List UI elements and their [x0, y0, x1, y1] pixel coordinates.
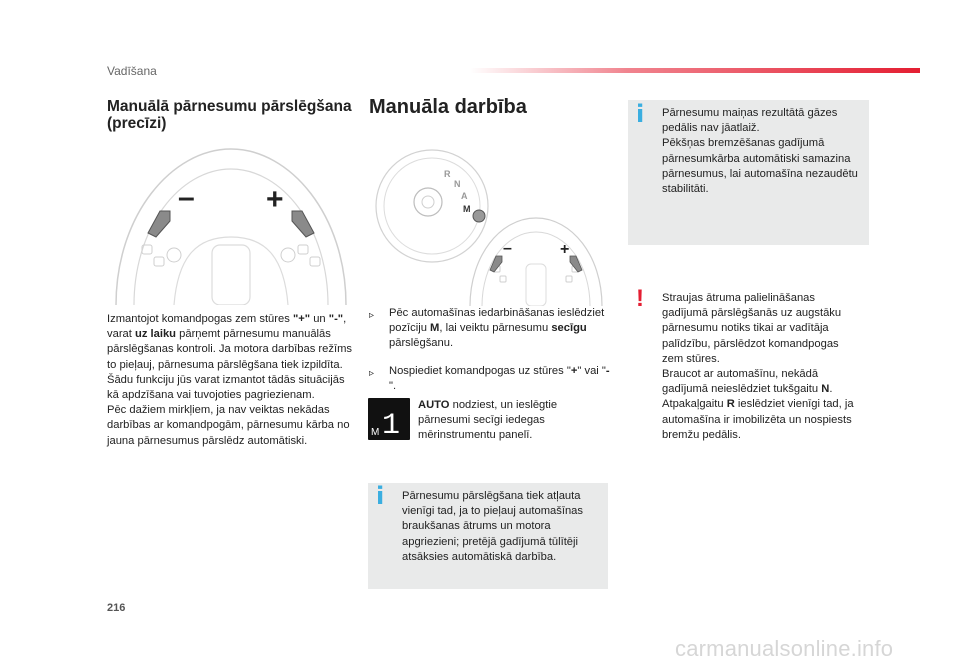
bullet-triangle-icon: ▹ [369, 310, 375, 321]
selector-label-n: N [454, 179, 461, 189]
selector-label-a: A [461, 191, 468, 201]
gear-display-icon [368, 398, 410, 440]
paddle-plus-label: + [266, 183, 284, 216]
paddle-minus-left [148, 211, 170, 237]
info-box-throttle [628, 100, 869, 245]
bullet-triangle-icon: ▹ [369, 368, 375, 379]
page-number: 216 [107, 602, 126, 614]
watermark: carmanualsonline.info [675, 636, 894, 661]
header-divider-line [470, 68, 920, 73]
info-box-gear-permission [368, 483, 608, 589]
info-box-text: Pārnesumu pārslēgšana tiek atļauta vienīgi tad, ja to pieļauj automašīnas braukšanas ātrums un motora apgriezieni; pretējā gadījumā tūlītēji atsāksies automātiskā darbība. [402, 490, 583, 563]
auto-indicator-text: AUTO nodziest, un ieslēgtie pārnesumi secīgi iedegas mērinstrumentu panelī. [418, 399, 558, 442]
paddle-plus-label-small: + [560, 241, 570, 258]
col1-paragraph-1: Izmantojot komandpogas zem stūres "+" un "-", varat uz laiku pārņemt pārnesumu manuālās pārslēgšanas kontroli. Ja motora darbības režīms to pieļauj, pārnesuma pārslēgšana tiek izpildīta. [107, 313, 352, 371]
col1-paragraph-2: Šādu funkciju jūs varat izmantot tādās situācijās kā apdzīšana vai tuvojoties pagriezienam. [107, 373, 345, 402]
instruction-bullet-2: ▹ Nospiediet komandpogas uz stūres "+" vai "-". [369, 364, 614, 394]
info-box-text: Pārnesumu maiņas rezultātā gāzes pedālis nav jāatlaiž. Pēkšņas bremzēšanas gadījumā pārnesumkārba automātiski samazina pārnesumus, lai automašīna nezaudētu stabilitāti. [662, 107, 858, 196]
display-gear-number: 1 [382, 409, 401, 440]
col1-body [107, 312, 352, 449]
display-mode-letter: M [371, 427, 380, 438]
gear-selector-and-wheel-illustration [372, 146, 604, 306]
selector-knob-position-m [473, 210, 485, 222]
col1-heading: Manuālā pārnesumu pārslēgšana (precīzi) [107, 98, 352, 132]
info-icon: i [636, 100, 645, 128]
steering-wheel-illustration-large [112, 145, 350, 305]
col1-paragraph-3: Pēc dažiem mirkļiem, ja nav veiktas nekādas darbības ar komandpogām, pārnesumu kārba no jauna pārnesumus pārslēdz automātiski. [107, 404, 350, 447]
selector-label-r: R [444, 169, 451, 179]
selector-label-m: M [463, 204, 471, 214]
warning-box [628, 285, 869, 448]
warning-text: Straujas ātruma palielināšanas gadījumā pārslēgšanās uz augstāku pārnesumu notiks tikai ar vadītāja palīdzību, pārslēdzot komandpogas zem stūres. Braucot ar automašīnu, nekādā gadījumā neieslēdziet tukšgaitu N. Atpakaļgaitu R ieslēdziet vienīgi tad, ja automašīna ir imobilizēta un nospiests bremžu pedālis. [662, 292, 854, 441]
section-title: Vadīšana [107, 64, 157, 78]
paddle-plus-right [292, 211, 314, 237]
col2-heading: Manuāla darbība [369, 96, 527, 118]
info-icon: i [376, 482, 385, 510]
warning-icon: ! [636, 285, 644, 312]
paddle-minus-label: – [178, 181, 195, 214]
instruction-bullet-1: ▹ Pēc automašīnas iedarbināšanas ieslēdziet pozīciju M, lai veiktu pārnesumu secīgu pārslēgšanu. [369, 306, 614, 352]
paddle-minus-label-small: – [503, 240, 512, 257]
